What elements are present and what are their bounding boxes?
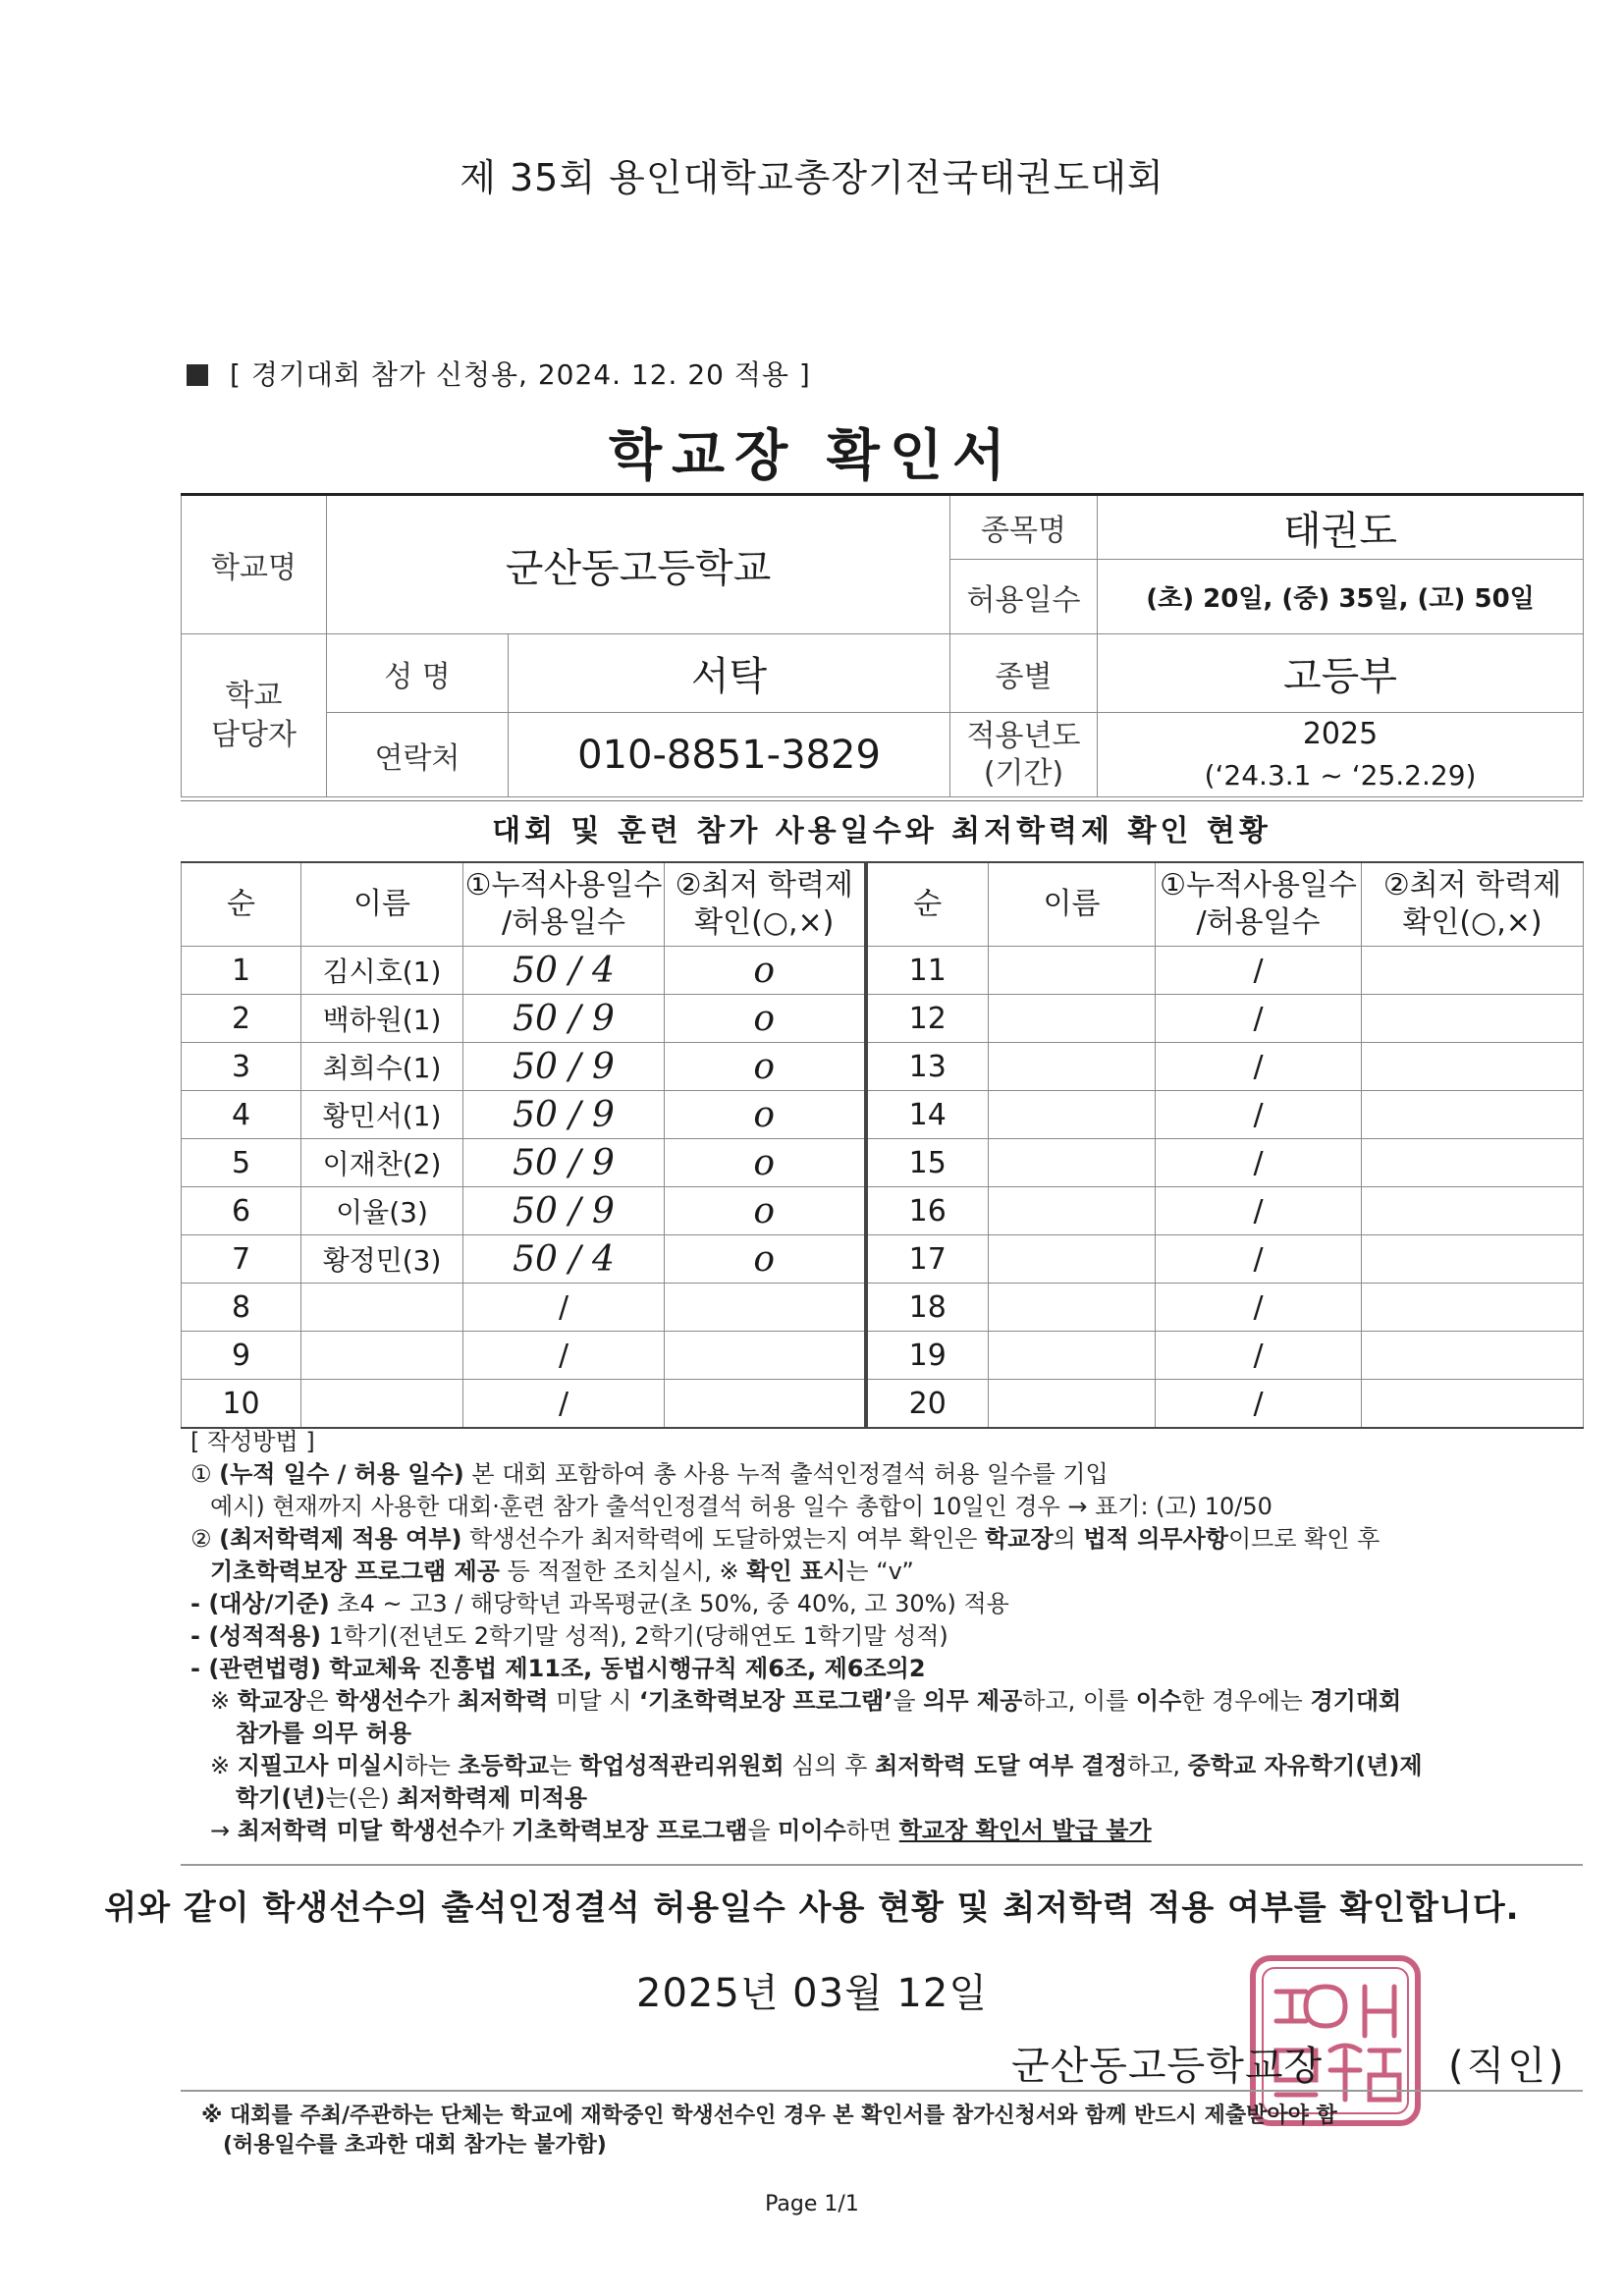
row-check: o: [665, 1235, 866, 1284]
row-name: [301, 1284, 463, 1332]
issue-date: 2025년 03월 12일: [636, 1971, 988, 2016]
row-check: [1362, 1284, 1584, 1332]
note-1-text: 본 대회 포함하여 총 사용 누적 출석인정결석 허용 일수를 기입: [463, 1460, 1109, 1488]
row-name: [989, 1332, 1156, 1380]
row-no: 20: [866, 1380, 989, 1429]
table-row: [182, 947, 1584, 995]
row-no: 13: [866, 1043, 989, 1091]
note-2-program: 기초학력보장 프로그램 제공: [210, 1558, 500, 1585]
remark-1-line-2: 참가를 의무 허용: [236, 1720, 411, 1747]
bullet-grades: [190, 1620, 1585, 1653]
row-name: [989, 1091, 1156, 1139]
row-check: o: [665, 1091, 866, 1139]
row-name: [989, 1187, 1156, 1235]
col-days-left: ①누적사용일수 /허용일수: [463, 862, 665, 947]
row-check: [665, 1284, 866, 1332]
header-table: [181, 493, 1584, 797]
row-no: 16: [866, 1187, 989, 1235]
col-no-left: 순: [182, 862, 301, 947]
row-name: 최희수(1): [301, 1043, 463, 1091]
row-check: [1362, 995, 1584, 1043]
table-row: [182, 1043, 1584, 1091]
allowed-days-value: (초) 20일, (중) 35일, (고) 50일: [1098, 560, 1584, 634]
section-title: 대회 및 훈련 참가 사용일수와 최저학력제 확인 현황: [181, 800, 1583, 862]
row-no: 18: [866, 1284, 989, 1332]
row-no: 6: [182, 1187, 301, 1235]
instructions-heading: [ 작성방법 ]: [190, 1428, 315, 1455]
row-days: 50 / 9: [463, 995, 665, 1043]
footnote: [201, 2102, 1586, 2160]
col-check-left: ②최저 학력제 확인(○,×): [665, 862, 866, 947]
divider: [181, 1864, 1583, 1866]
bullet-square-icon: [187, 364, 208, 386]
row-check: o: [665, 1139, 866, 1187]
table-row: [182, 1139, 1584, 1187]
row-no: 15: [866, 1139, 989, 1187]
row-check: [665, 1380, 866, 1429]
row-check: [1362, 1235, 1584, 1284]
row-name: 황정민(3): [301, 1235, 463, 1284]
row-check: [1362, 1043, 1584, 1091]
form-tag-text: [ 경기대회 참가 신청용, 2024. 12. 20 적용 ]: [230, 358, 811, 391]
signer-name: 군산동고등학교장: [1011, 2044, 1324, 2089]
sport-value: 태권도: [1098, 495, 1584, 560]
row-days: /: [1156, 1332, 1362, 1380]
note-2-text-e: 이므로 확인 후: [1227, 1525, 1380, 1553]
note-2-bold-b: 학교장: [985, 1525, 1054, 1553]
row-name: [301, 1332, 463, 1380]
row-no: 9: [182, 1332, 301, 1380]
note-2-mark-value: 는 “v”: [845, 1558, 914, 1585]
row-check: [1362, 1091, 1584, 1139]
row-no: 14: [866, 1091, 989, 1139]
row-check: o: [665, 947, 866, 995]
row-check: o: [665, 1187, 866, 1235]
row-days: /: [1156, 1284, 1362, 1332]
row-check: o: [665, 995, 866, 1043]
year-label: 적용년도 (기간): [950, 713, 1098, 797]
row-check: [1362, 1187, 1584, 1235]
confirmation-statement: 위와 같이 학생선수의 출석인정결석 허용일수 사용 현황 및 최저학력 적용 여부를 확인합니다.: [104, 1888, 1520, 1928]
row-check: o: [665, 1043, 866, 1091]
form-tag: [187, 354, 811, 393]
division-value: 고등부: [1098, 634, 1584, 713]
note-2-term: (최저학력제 적용 여부): [219, 1525, 462, 1553]
row-name: [989, 1380, 1156, 1429]
footnote-line-2: (허용일수를 초과한 대회 참가는 불가함): [223, 2133, 607, 2158]
note-1: [190, 1458, 1585, 1491]
event-title: 제 35회 용인대학교총장기전국태권도대회: [460, 156, 1164, 199]
school-value: 군산동고등학교: [327, 495, 950, 634]
row-name: 김시호(1): [301, 947, 463, 995]
row-days: /: [1156, 1235, 1362, 1284]
table-row: [182, 1332, 1584, 1380]
col-name-left: 이름: [301, 862, 463, 947]
row-check: [1362, 1332, 1584, 1380]
row-days: /: [463, 1332, 665, 1380]
circled-one-icon: ①: [190, 1460, 212, 1488]
contact-label: 연락처: [327, 713, 509, 797]
table-row: [182, 1380, 1584, 1429]
row-days: /: [463, 1380, 665, 1429]
attendance-table: [181, 861, 1584, 1429]
bullet-target: [190, 1588, 1585, 1620]
row-days: 50 / 9: [463, 1091, 665, 1139]
row-days: 50 / 9: [463, 1187, 665, 1235]
table-row: [182, 1235, 1584, 1284]
col-check-right: ②최저 학력제 확인(○,×): [1362, 862, 1584, 947]
row-days: /: [1156, 1139, 1362, 1187]
row-name: [989, 995, 1156, 1043]
col-no-right: 순: [866, 862, 989, 947]
note-2-bold-d: 법적 의무사항: [1083, 1525, 1228, 1553]
row-days: 50 / 9: [463, 1139, 665, 1187]
note-2: [190, 1523, 1585, 1556]
bullet-law: [190, 1653, 1585, 1685]
row-check: [1362, 1139, 1584, 1187]
year-value: 2025: [1302, 716, 1379, 751]
remark-2-line-2: 학기(년)는(은) 최저학력제 미적용: [236, 1784, 588, 1812]
circled-two-icon: ②: [190, 1525, 212, 1553]
row-days: 50 / 4: [463, 1235, 665, 1284]
row-no: 17: [866, 1235, 989, 1284]
row-days: /: [1156, 1380, 1362, 1429]
bullet-grades-text: 1학기(전년도 2학기말 성적), 2학기(당해연도 1학기말 성적): [321, 1622, 948, 1650]
row-days: 50 / 4: [463, 947, 665, 995]
row-no: 4: [182, 1091, 301, 1139]
row-days: /: [463, 1284, 665, 1332]
row-name: [989, 947, 1156, 995]
row-no: 8: [182, 1284, 301, 1332]
row-name: 이재찬(2): [301, 1139, 463, 1187]
note-2-line-2: [190, 1556, 1585, 1588]
division-label: 종별: [950, 634, 1098, 713]
remark-1: ※ 학교장은 학생선수가 최저학력 미달 시 ‘기초학력보장 프로그램’을 의무 제공하고, 이를 이수한 경우에는 경기대회: [210, 1687, 1402, 1715]
row-check: [665, 1332, 866, 1380]
page-number: Page 1/1: [765, 2192, 859, 2216]
note-1-term: (누적 일수 / 허용 일수): [219, 1460, 464, 1488]
row-days: /: [1156, 947, 1362, 995]
footer-divider: [181, 2090, 1583, 2092]
row-no: 11: [866, 947, 989, 995]
year-cell: [1098, 713, 1584, 797]
manager-label: 학교 담당자: [182, 634, 327, 797]
row-name: [989, 1235, 1156, 1284]
row-no: 2: [182, 995, 301, 1043]
allowed-days-label: 허용일수: [950, 560, 1098, 634]
row-name: 백하원(1): [301, 995, 463, 1043]
year-period: (‘24.3.1 ~ ‘25.2.29): [1204, 758, 1477, 792]
row-name: [989, 1284, 1156, 1332]
no-issue-warning: 학교장 확인서 발급 불가: [898, 1817, 1152, 1844]
instructions: [190, 1426, 1585, 1847]
contact-value: 010-8851-3829: [509, 713, 950, 797]
note-2-action: 등 적절한 조치실시, ※: [499, 1558, 747, 1585]
row-no: 10: [182, 1380, 301, 1429]
row-name: [301, 1380, 463, 1429]
table-row: [182, 1187, 1584, 1235]
bullet-grades-term: - (성적적용): [190, 1622, 321, 1650]
col-name-right: 이름: [989, 862, 1156, 947]
row-no: 1: [182, 947, 301, 995]
row-name: [989, 1043, 1156, 1091]
sport-label: 종목명: [950, 495, 1098, 560]
row-name: 황민서(1): [301, 1091, 463, 1139]
note-1-example: 예시) 현재까지 사용한 대회·훈련 참가 출석인정결석 허용 일수 총합이 10일인 경우 → 표기: (고) 10/50: [210, 1493, 1272, 1520]
table-row: [182, 1091, 1584, 1139]
row-name: [989, 1139, 1156, 1187]
row-no: 12: [866, 995, 989, 1043]
table-row: [182, 1284, 1584, 1332]
school-label: 학교명: [182, 495, 327, 634]
bullet-target-term: - (대상/기준): [190, 1590, 330, 1617]
row-check: [1362, 1380, 1584, 1429]
row-name: 이율(3): [301, 1187, 463, 1235]
bullet-law-text: 학교체육 진흥법 제11조, 동법시행규칙 제6조, 제6조의2: [321, 1655, 926, 1682]
col-days-right: ①누적사용일수 /허용일수: [1156, 862, 1362, 947]
row-no: 3: [182, 1043, 301, 1091]
note-2-text-c: 의: [1053, 1525, 1084, 1553]
note-2-text-a: 학생선수가 최저학력에 도달하였는지 여부 확인은: [461, 1525, 986, 1553]
row-days: /: [1156, 1091, 1362, 1139]
row-days: 50 / 9: [463, 1043, 665, 1091]
remark-2: ※ 지필고사 미실시하는 초등학교는 학업성적관리위원회 심의 후 최저학력 도달 여부 결정하고, 중학교 자유학기(년)제: [210, 1752, 1423, 1779]
footnote-line-1: ※ 대회를 주최/주관하는 단체는 학교에 재학중인 학생선수인 경우 본 확인서를 참가신청서와 함께 반드시 제출받아야 함: [201, 2104, 1337, 2128]
document-title: 학교장 확인서: [608, 424, 1016, 488]
row-days: /: [1156, 995, 1362, 1043]
row-no: 7: [182, 1235, 301, 1284]
row-days: /: [1156, 1187, 1362, 1235]
bullet-law-term: - (관련법령): [190, 1655, 321, 1682]
remark-3: → 최저학력 미달 학생선수가 기초학력보장 프로그램을 미이수하면 학교장 확인서 발급 불가: [210, 1817, 1152, 1844]
row-days: /: [1156, 1043, 1362, 1091]
table-row: [182, 995, 1584, 1043]
note-2-mark-label: 확인 표시: [746, 1558, 846, 1585]
row-no: 5: [182, 1139, 301, 1187]
row-check: [1362, 947, 1584, 995]
bullet-target-text: 초4 ~ 고3 / 해당학년 과목평균(초 50%, 중 40%, 고 30%) 적용: [329, 1590, 1009, 1617]
manager-name-value: 서탁: [509, 634, 950, 713]
seal-label: (직인): [1448, 2044, 1567, 2089]
row-no: 19: [866, 1332, 989, 1380]
name-label: 성 명: [327, 634, 509, 713]
